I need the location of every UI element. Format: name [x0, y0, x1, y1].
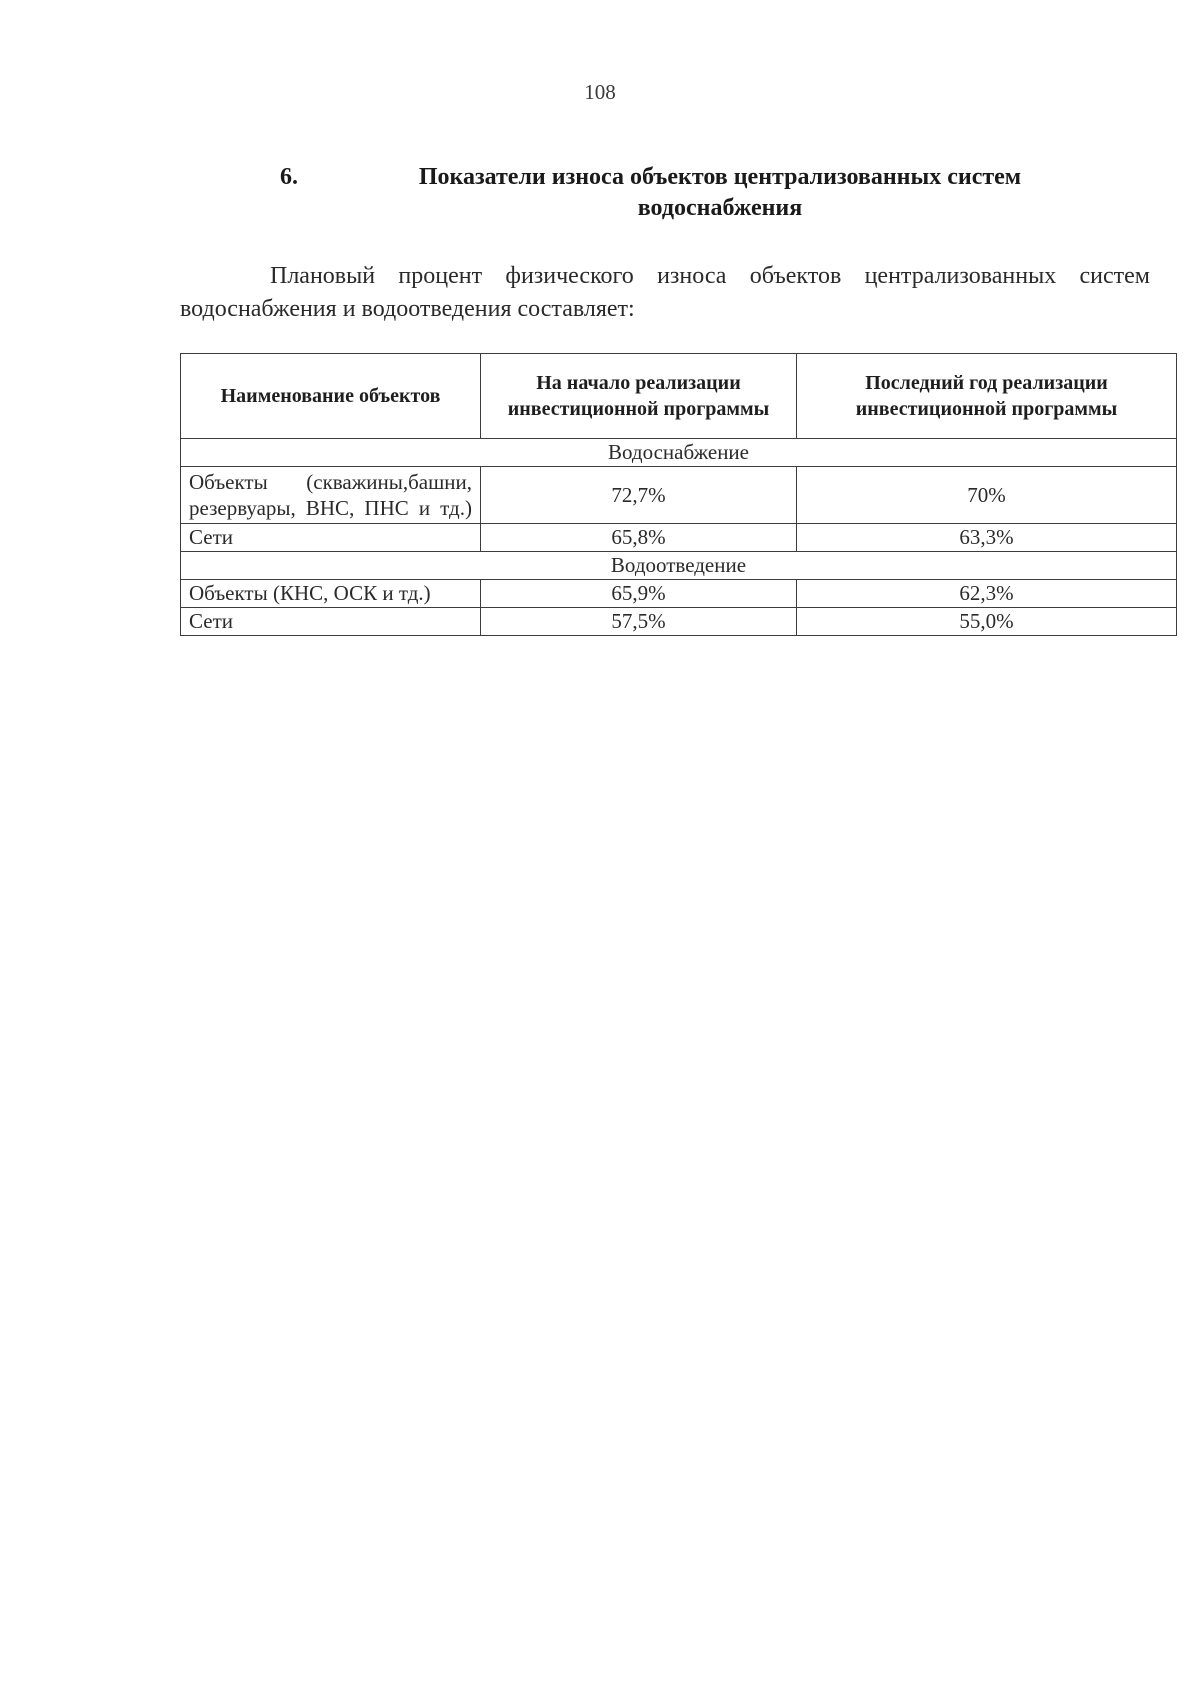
row-name-cell	[181, 467, 481, 524]
group-row	[181, 439, 1177, 467]
row-end-value: 62,3%	[797, 580, 1177, 608]
table-header-row	[181, 354, 1177, 439]
table-row	[181, 524, 1177, 552]
group-title-sewerage: Водоотведение	[181, 552, 1177, 580]
wear-table	[180, 353, 1177, 636]
section-heading	[180, 162, 1160, 224]
group-row	[181, 552, 1177, 580]
header-end-value: Последний год реализации инвестиционной программы	[797, 354, 1177, 439]
page-number: 108	[584, 80, 616, 104]
section-number: 6.	[280, 164, 298, 190]
header-start-value: На начало реализации инвестиционной программы	[481, 354, 797, 439]
row-name: Объекты (скважины,башни, резервуары, ВНС, ПНС и тд.)	[189, 470, 472, 520]
intro-text: Плановый процент физического износа объектов централизованных систем водоснабжения и водоотведения составляет:	[180, 263, 1150, 322]
row-start-value: 72,7%	[481, 467, 797, 524]
row-name: Объекты (КНС, ОСК и тд.)	[181, 580, 481, 608]
row-name: Сети	[181, 524, 481, 552]
row-name: Сети	[181, 608, 481, 636]
table-row	[181, 580, 1177, 608]
section-title: Показатели износа объектов централизованных систем водоснабжения	[418, 164, 1022, 221]
row-end-value: 55,0%	[797, 608, 1177, 636]
row-start-value: 57,5%	[481, 608, 797, 636]
row-start-value: 65,9%	[481, 580, 797, 608]
table-row	[181, 608, 1177, 636]
row-start-value: 65,8%	[481, 524, 797, 552]
header-object-name: Наименование объектов	[181, 354, 481, 439]
table-row	[181, 467, 1177, 524]
intro-paragraph	[180, 260, 1150, 326]
group-title-water-supply: Водоснабжение	[181, 439, 1177, 467]
row-end-value: 63,3%	[797, 524, 1177, 552]
row-end-value: 70%	[797, 467, 1177, 524]
